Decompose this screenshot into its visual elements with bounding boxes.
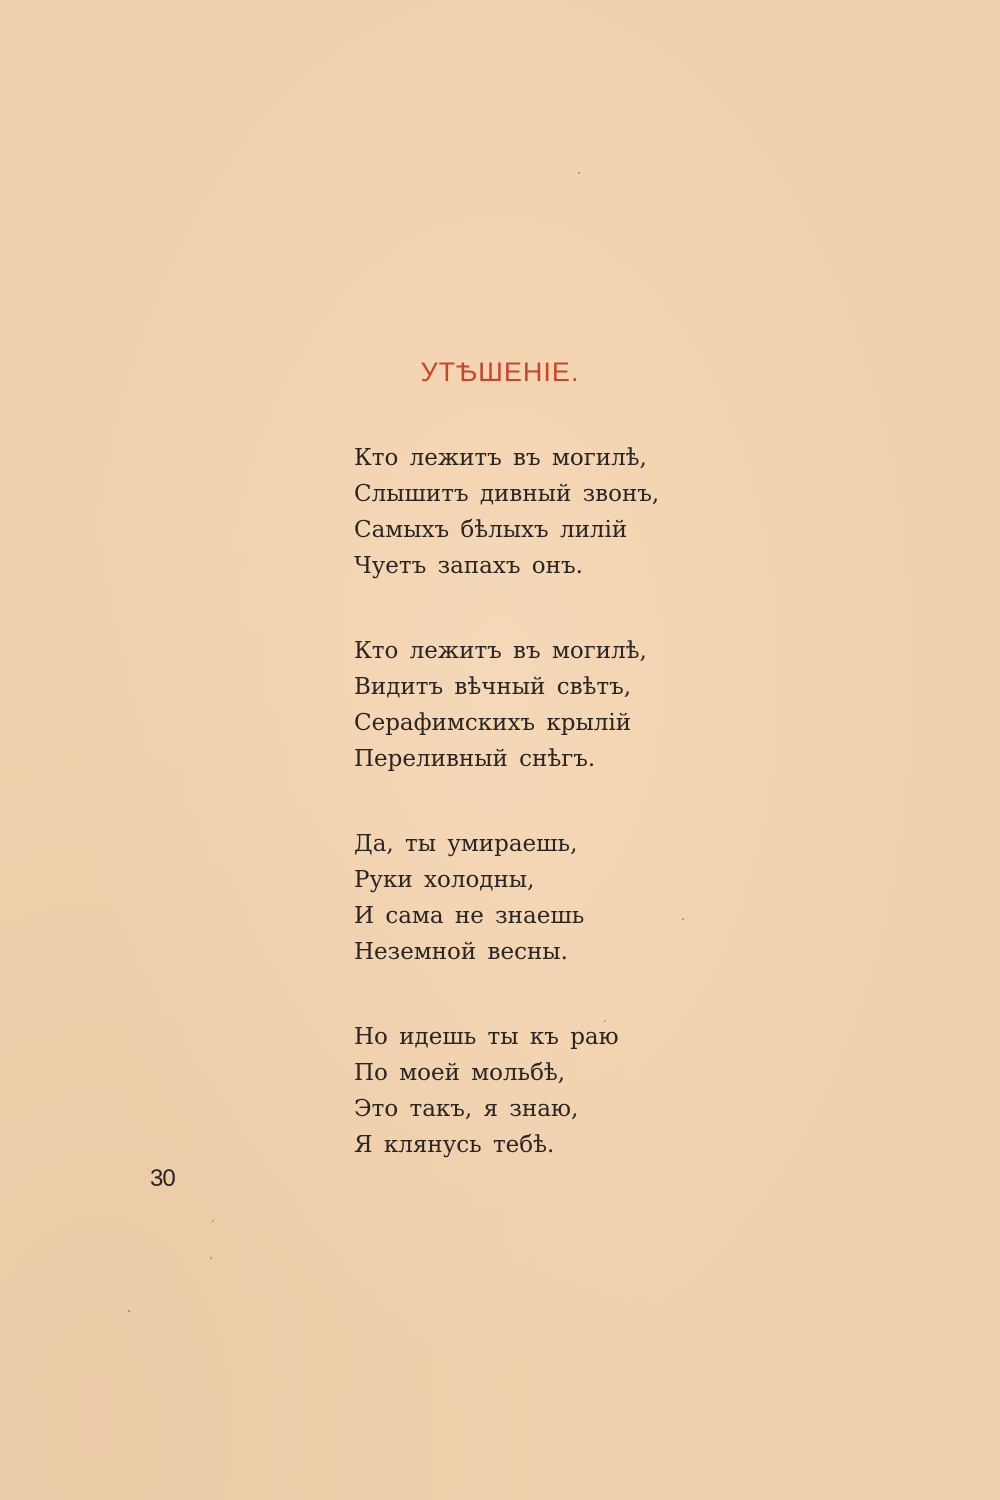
stanza — [354, 633, 754, 777]
paper-speck — [578, 172, 580, 174]
poem-title: УТѢШЕНІЕ. — [420, 357, 580, 387]
poem-line: Серафимскихъ крылій — [354, 710, 632, 736]
poem-body — [354, 440, 754, 1212]
poem-line: Я клянусь тебѣ. — [354, 1132, 555, 1158]
poem-line: Это такъ, я знаю, — [354, 1096, 579, 1122]
paper-speck — [128, 1310, 130, 1312]
stanza — [354, 826, 754, 970]
stanza — [354, 1019, 754, 1163]
poem-line: Руки холодны, — [354, 867, 535, 893]
poem-line: По моей мольбѣ, — [354, 1060, 566, 1086]
paper-speck — [212, 1220, 214, 1222]
poem-line: Кто лежитъ въ могилѣ, — [354, 445, 647, 471]
poem-line: Переливный снѣгъ. — [354, 746, 596, 772]
paper-speck — [210, 1257, 212, 1259]
page-number: 30 — [150, 1165, 175, 1192]
poem-line: Кто лежитъ въ могилѣ, — [354, 638, 647, 664]
poem-line: Видитъ вѣчный свѣтъ, — [354, 674, 632, 700]
poem-line: Да, ты умираешь, — [354, 831, 578, 857]
stanza — [354, 440, 754, 584]
poem-line: И сама не знаешь — [354, 903, 585, 929]
poem-line: Самыхъ бѣлыхъ лилій — [354, 517, 628, 543]
poem-line: Но идешь ты къ раю — [354, 1024, 619, 1050]
poem-line: Слышитъ дивный звонъ, — [354, 481, 660, 507]
poem-line: Неземной весны. — [354, 939, 568, 965]
poem-line: Чуетъ запахъ онъ. — [354, 553, 583, 579]
